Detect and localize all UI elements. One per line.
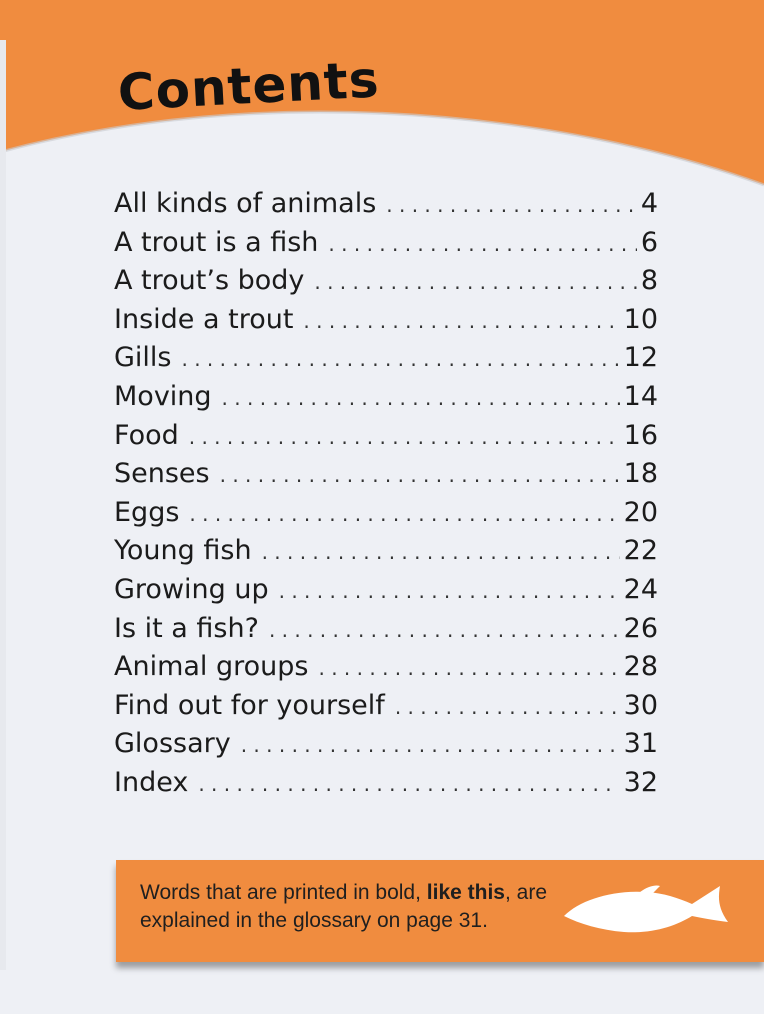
- toc-entry-title: Animal groups: [114, 651, 309, 683]
- toc-entry-page: 14: [623, 380, 658, 412]
- toc-entry-title: All kinds of animals: [114, 188, 377, 219]
- dot-leader: [241, 733, 620, 757]
- glossary-note: [116, 860, 764, 962]
- toc-entry-page: 26: [623, 612, 658, 644]
- toc-entry: [114, 535, 658, 574]
- toc-entry: [114, 497, 658, 536]
- toc-entry: [114, 420, 658, 459]
- toc-entry-title: Is it a fish?: [114, 612, 259, 644]
- dot-leader: [279, 579, 620, 603]
- dot-leader: [189, 425, 620, 449]
- toc-entry-page: 18: [623, 458, 658, 490]
- toc-entry-title: Inside a trout: [114, 303, 294, 335]
- toc-entry-page: 10: [623, 303, 658, 335]
- toc-entry-page: 31: [623, 728, 658, 760]
- dot-leader: [198, 772, 619, 796]
- dot-leader: [328, 232, 636, 256]
- dot-leader: [395, 695, 620, 719]
- toc-entry-page: 6: [640, 226, 658, 258]
- toc-entry-title: Growing up: [114, 573, 269, 605]
- toc-entry-page: 16: [623, 419, 658, 451]
- toc-entry-page: 30: [623, 689, 658, 721]
- toc-entry-title: Find out for yourself: [114, 689, 385, 721]
- toc-entry-page: 24: [623, 573, 658, 605]
- dot-leader: [269, 618, 620, 642]
- note-text: [140, 879, 560, 935]
- toc-entry-page: 20: [623, 496, 658, 528]
- table-of-contents: [114, 188, 658, 806]
- toc-entry: [114, 728, 658, 767]
- note-text-after: , are explained in the glossary on page 31.: [140, 881, 548, 932]
- toc-entry-page: 12: [623, 342, 658, 374]
- header-banner: [0, 0, 764, 200]
- toc-entry-title: Gills: [114, 342, 172, 374]
- note-bold-example: like this: [426, 881, 505, 904]
- toc-entry-title: Moving: [114, 380, 212, 412]
- fish-icon: [560, 874, 736, 942]
- toc-entry: [114, 265, 658, 304]
- toc-entry: [114, 381, 658, 420]
- toc-entry: [114, 227, 658, 266]
- toc-entry-title: Senses: [114, 458, 210, 490]
- toc-entry-title: A trout is a fish: [114, 226, 319, 258]
- note-text-before: Words that are printed in bold,: [140, 881, 427, 904]
- dot-leader: [319, 656, 620, 680]
- toc-entry: [114, 651, 658, 690]
- toc-entry: [114, 690, 658, 729]
- dot-leader: [220, 463, 620, 487]
- toc-entry-page: 32: [623, 766, 658, 798]
- toc-entry: [114, 574, 658, 613]
- toc-entry-title: Glossary: [114, 728, 231, 760]
- toc-entry: [114, 188, 658, 227]
- toc-entry: [114, 458, 658, 497]
- toc-entry: [114, 613, 658, 652]
- dot-leader: [314, 270, 636, 294]
- toc-entry: [114, 304, 658, 343]
- toc-entry-title: Young fish: [114, 535, 252, 567]
- toc-entry-title: Food: [114, 419, 179, 451]
- toc-entry-page: 28: [623, 651, 658, 683]
- dot-leader: [303, 309, 619, 333]
- toc-entry-title: Index: [114, 766, 189, 798]
- dot-leader: [386, 193, 637, 217]
- toc-entry-page: 22: [623, 535, 658, 567]
- toc-entry: [114, 342, 658, 381]
- dot-leader: [262, 540, 620, 564]
- toc-entry-page: 4: [640, 188, 658, 219]
- toc-entry-title: Eggs: [114, 496, 180, 528]
- toc-entry-title: A trout’s body: [114, 265, 305, 297]
- page-edge: [0, 40, 6, 970]
- page-title: Contents: [116, 50, 381, 122]
- dot-leader: [222, 386, 620, 410]
- toc-entry: [114, 767, 658, 806]
- dot-leader: [182, 347, 620, 371]
- dot-leader: [189, 502, 619, 526]
- toc-entry-page: 8: [640, 265, 658, 297]
